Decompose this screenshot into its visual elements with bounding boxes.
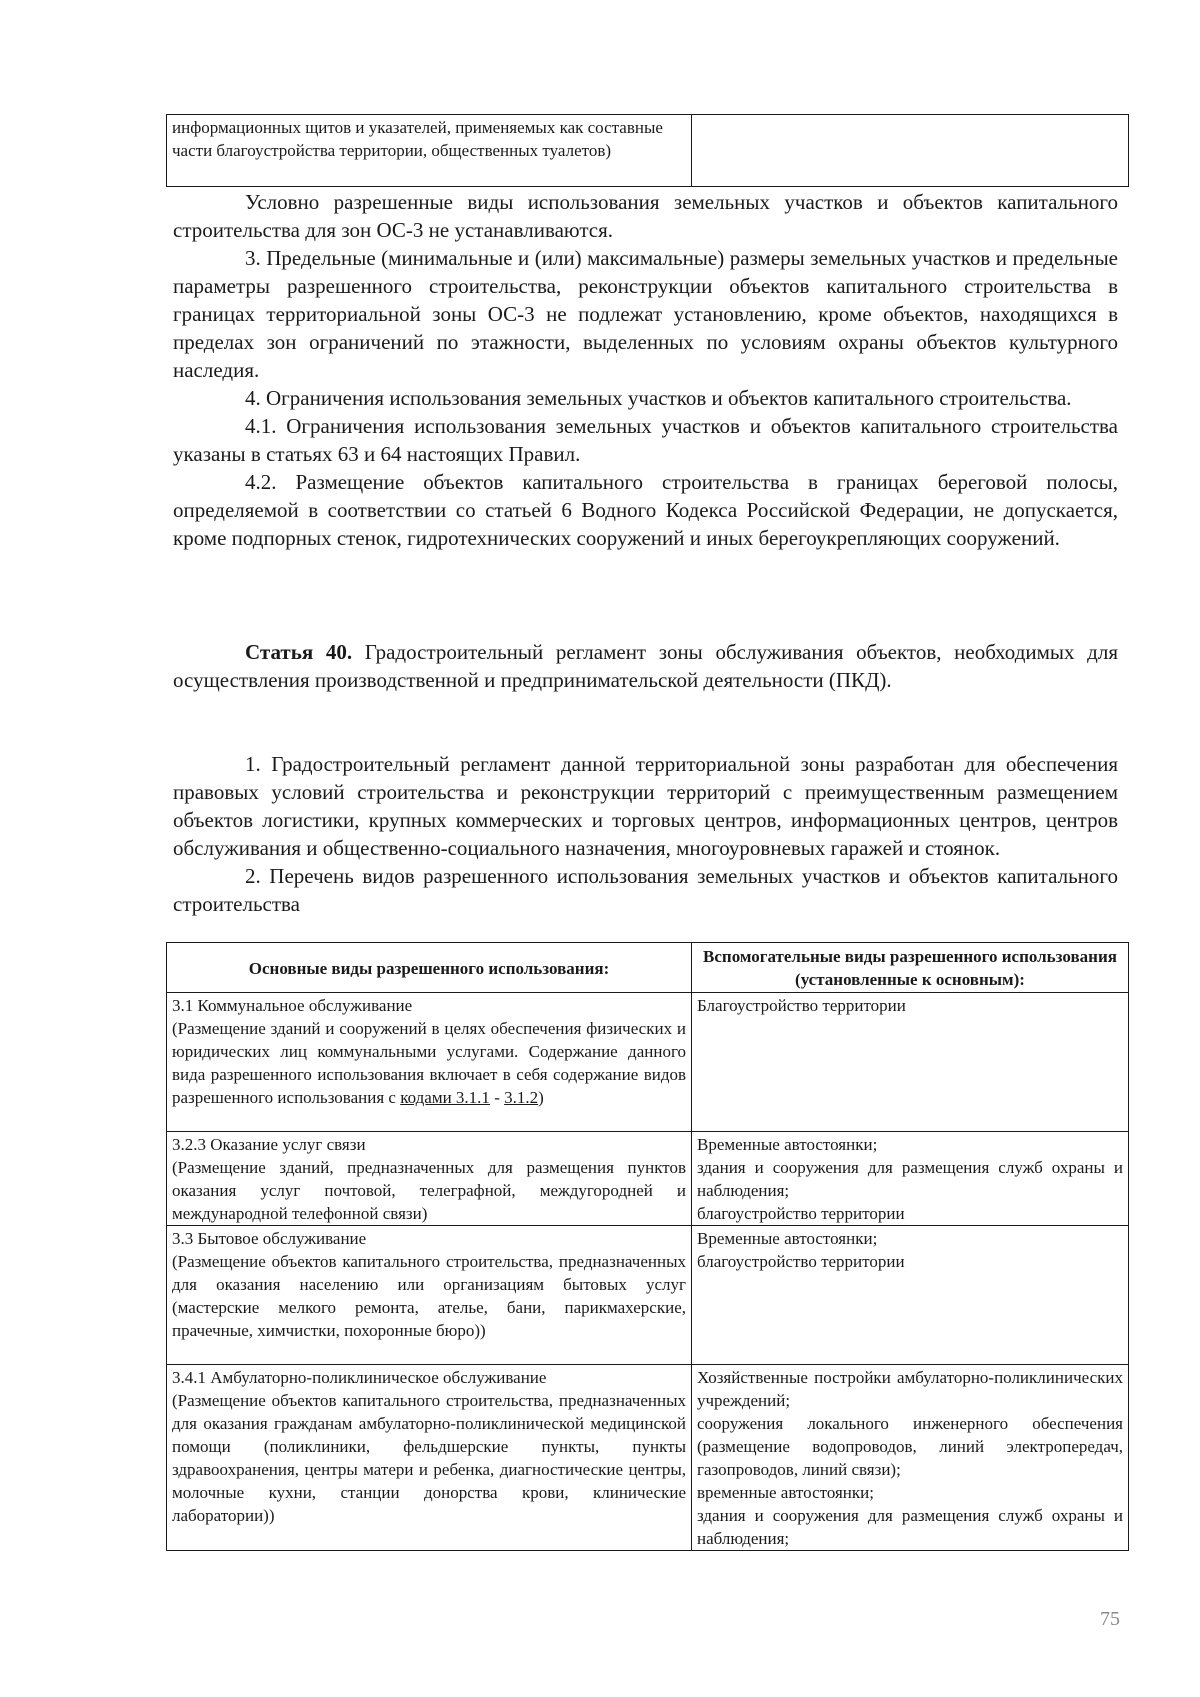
aux-use-item: сооружения локального инженерного обеспечения (размещение водопроводов, линий электропередач, газопроводов, линий связи); bbox=[697, 1414, 1123, 1479]
top-table bbox=[166, 114, 1129, 187]
table-row bbox=[167, 115, 1129, 187]
aux-use-item: благоустройство территории bbox=[697, 1204, 905, 1223]
code-link[interactable]: кодами 3.1.1 bbox=[400, 1088, 490, 1107]
table-cell bbox=[167, 1226, 692, 1365]
paragraph: 4. Ограничения использования земельных участков и объектов капитального строительства. bbox=[245, 386, 1072, 410]
section-paragraphs bbox=[173, 188, 1118, 552]
table-cell bbox=[692, 1365, 1129, 1551]
table-cell bbox=[692, 993, 1129, 1132]
table-row bbox=[167, 1365, 1129, 1551]
aux-use-item: благоустройство территории bbox=[697, 1252, 905, 1271]
use-description: (Размещение объектов капитального строительства, предназначенных для оказания гражданам амбулаторно-поликлинической медицинской помощи (поликлиники, фельдшерские пункты, пункты здравоохранения, центры матери и ребенка, диагностические центры, молочные кухни, станции донорства крови, клинические лаборатории)) bbox=[172, 1391, 686, 1525]
table-cell bbox=[167, 1132, 692, 1226]
article-label: Статья 40. bbox=[245, 640, 353, 664]
article-title: Градостроительный регламент зоны обслуживания объектов, необходимых для осуществления производственной и предпринимательской деятельности (ПКД). bbox=[173, 640, 1119, 692]
aux-use-item: здания и сооружения для размещения служб охраны и наблюдения; bbox=[697, 1506, 1123, 1548]
use-title: 3.3 Бытовое обслуживание bbox=[172, 1229, 367, 1248]
table-row bbox=[167, 1226, 1129, 1365]
permitted-use-table bbox=[166, 942, 1129, 1551]
code-link[interactable]: 3.1.2 bbox=[504, 1088, 539, 1107]
column-header-auxiliary-uses: Вспомогательные виды разрешенного использования (установленные к основным): bbox=[692, 943, 1129, 993]
page-number: 75 bbox=[1100, 1608, 1120, 1630]
table-cell bbox=[692, 1226, 1129, 1365]
paragraph: 4.1. Ограничения использования земельных участков и объектов капитального строительства указаны в статьях 63 и 64 настоящих Правил. bbox=[173, 414, 1118, 466]
aux-use-item: Благоустройство территории bbox=[697, 996, 906, 1015]
aux-use-item: здания и сооружения для размещения служб охраны и наблюдения; bbox=[697, 1158, 1123, 1200]
aux-use-item: Временные автостоянки; bbox=[697, 1229, 878, 1248]
article-heading bbox=[173, 638, 1118, 694]
table-cell bbox=[692, 1132, 1129, 1226]
use-title: 3.1 Коммунальное обслуживание bbox=[172, 996, 413, 1015]
table-row bbox=[167, 1132, 1129, 1226]
paragraph: 4.2. Размещение объектов капитального строительства в границах береговой полосы, определяемой в соответствии со статьей 6 Водного Кодекса Российской Федерации, не допускается, кроме подпорных стенок, гидротехнических сооружений и иных берегоукрепляющих сооружений. bbox=[173, 470, 1118, 550]
paragraph: 3. Предельные (минимальные и (или) максимальные) размеры земельных участков и предельные параметры разрешенного строительства, реконструкции объектов капитального строительства в границах территориальной зоны ОС-3 не подлежат установлению, кроме объектов, находящихся в пределах зон ограничений по этажности, выделенных по условиям охраны объектов культурного наследия. bbox=[173, 246, 1118, 382]
table-header-row bbox=[167, 943, 1129, 993]
aux-use-item: временные автостоянки; bbox=[697, 1483, 874, 1502]
use-description: (Размещение зданий, предназначенных для размещения пунктов оказания услуг почтовой, телеграфной, междугородней и международной телефонной связи) bbox=[172, 1158, 686, 1223]
table-row bbox=[167, 993, 1129, 1132]
use-description: (Размещение зданий и сооружений в целях обеспечения физических и юридических лиц коммунальными услугами. Содержание данного вида разрешенного использования включает в себя содержание видов разрешенного использования с кодами 3.1.1 - 3.1.2) bbox=[172, 1019, 686, 1107]
aux-use-item: Временные автостоянки; bbox=[697, 1135, 878, 1154]
use-description: (Размещение объектов капитального строительства, предназначенных для оказания населению или организациям бытовых услуг (мастерские мелкого ремонта, ателье, бани, парикмахерские, прачечные, химчистки, похоронные бюро)) bbox=[172, 1252, 686, 1340]
paragraph: 2. Перечень видов разрешенного использования земельных участков и объектов капитального строительства bbox=[173, 864, 1118, 916]
table-cell bbox=[692, 115, 1129, 187]
paragraph: Условно разрешенные виды использования земельных участков и объектов капитального строительства для зон ОС-3 не устанавливаются. bbox=[173, 190, 1118, 242]
column-header-main-uses: Основные виды разрешенного использования: bbox=[167, 943, 692, 993]
aux-use-item: Хозяйственные постройки амбулаторно-поликлинических учреждений; bbox=[697, 1368, 1123, 1410]
use-title: 3.2.3 Оказание услуг связи bbox=[172, 1135, 366, 1154]
use-title: 3.4.1 Амбулаторно-поликлиническое обслуживание bbox=[172, 1368, 547, 1387]
table-cell bbox=[167, 993, 692, 1132]
table-cell bbox=[167, 1365, 692, 1551]
table-cell: информационных щитов и указателей, применяемых как составные части благоустройства территории, общественных туалетов) bbox=[167, 115, 692, 187]
article-paragraphs bbox=[173, 750, 1118, 918]
paragraph: 1. Градостроительный регламент данной территориальной зоны разработан для обеспечения правовых условий строительства и реконструкции территорий с преимущественным размещением объектов логистики, крупных коммерческих и торговых центров, информационных центров, центров обслуживания и общественно-социального назначения, многоуровневых гаражей и стоянок. bbox=[173, 752, 1118, 860]
